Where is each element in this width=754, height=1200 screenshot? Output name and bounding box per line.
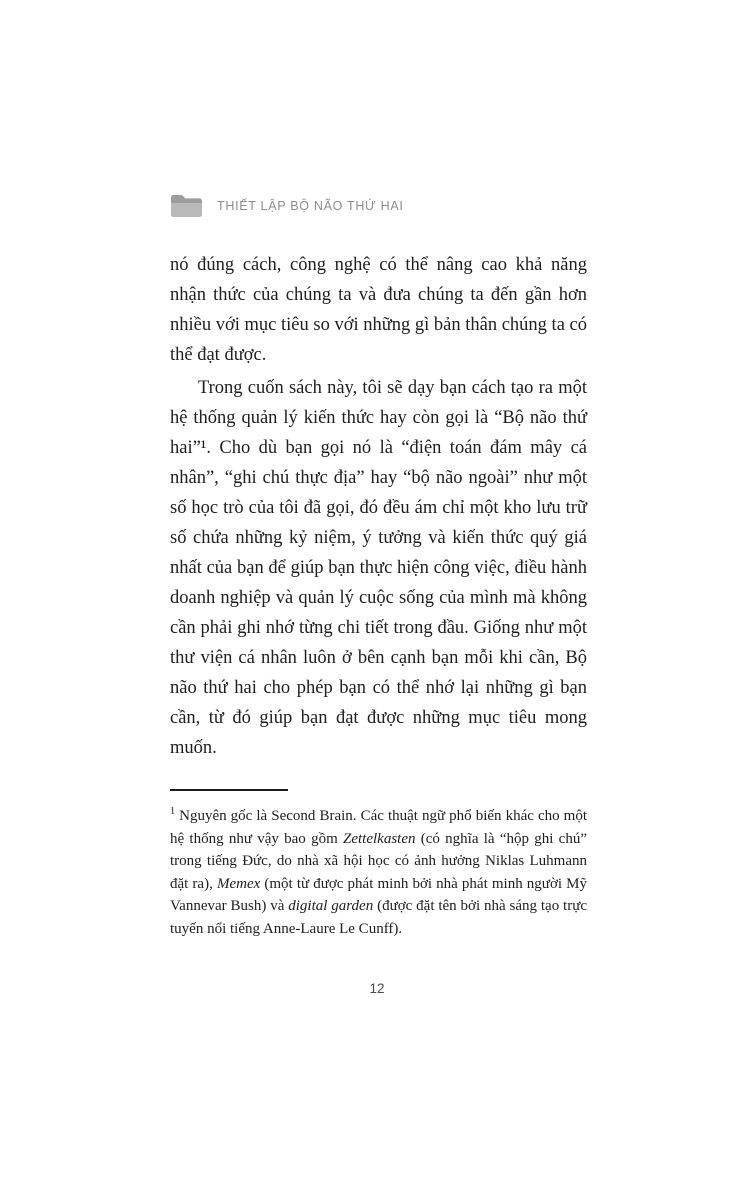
footnote-segment: (có nghĩa là “hộp ghi chú” trong tiếng Đức, do nhà xã hội học có ảnh hưởng Niklas Luhmann đặt ra), bbox=[170, 830, 587, 892]
folder-icon bbox=[170, 194, 203, 218]
running-header-title: THIẾT LẬP BỘ NÃO THỨ HAI bbox=[217, 199, 404, 213]
footnote-segment: (một từ được phát minh bởi nhà phát minh người Mỹ Vannevar Bush) và bbox=[170, 875, 587, 914]
footnote bbox=[170, 805, 587, 940]
running-header bbox=[170, 194, 587, 218]
body-paragraph: Trong cuốn sách này, tôi sẽ dạy bạn cách tạo ra một hệ thống quản lý kiến thức hay còn gọi là “Bộ não thứ hai”¹. Cho dù bạn gọi nó là “điện toán đám mây cá nhân”, “ghi chú thực địa” hay “bộ não ngoài” như một số học trò của tôi đã gọi, đó đều ám chỉ một kho lưu trữ số chứa những kỷ niệm, ý tưởng và kiến thức quý giá nhất của bạn để giúp bạn thực hiện công việc, điều hành doanh nghiệp và quản lý cuộc sống của mình mà không cần phải ghi nhớ từng chi tiết trong đầu. Giống như một thư viện cá nhân luôn ở bên cạnh bạn mỗi khi cần, Bộ não thứ hai cho phép bạn có thể nhớ lại những gì bạn cần, từ đó giúp bạn đạt được những mục tiêu mong muốn. bbox=[170, 378, 587, 758]
footnote-segment: Memex bbox=[216, 875, 261, 892]
footnote-segment: digital garden bbox=[288, 898, 374, 914]
footnote-segment: (được đặt tên bởi nhà sáng tạo trực tuyến nổi tiếng Anne-Laure Le Cunff). bbox=[170, 898, 588, 937]
text-column bbox=[170, 194, 587, 940]
page-number: 12 bbox=[369, 981, 385, 996]
footnote-segment: 1 bbox=[170, 806, 176, 817]
footnote-segment: Zettelkasten bbox=[343, 830, 416, 847]
body-text bbox=[170, 250, 587, 763]
footnote-divider bbox=[170, 789, 288, 791]
body-paragraph: nó đúng cách, công nghệ có thể nâng cao khả năng nhận thức của chúng ta và đưa chúng ta đến gần hơn nhiều với mục tiêu so với những gì bản thân chúng ta có thể đạt được. bbox=[170, 255, 587, 365]
footnote-segment: Nguyên gốc là Second Brain. Các thuật ngữ phổ biến khác cho một hệ thống như vậy bao gồm bbox=[170, 808, 587, 847]
